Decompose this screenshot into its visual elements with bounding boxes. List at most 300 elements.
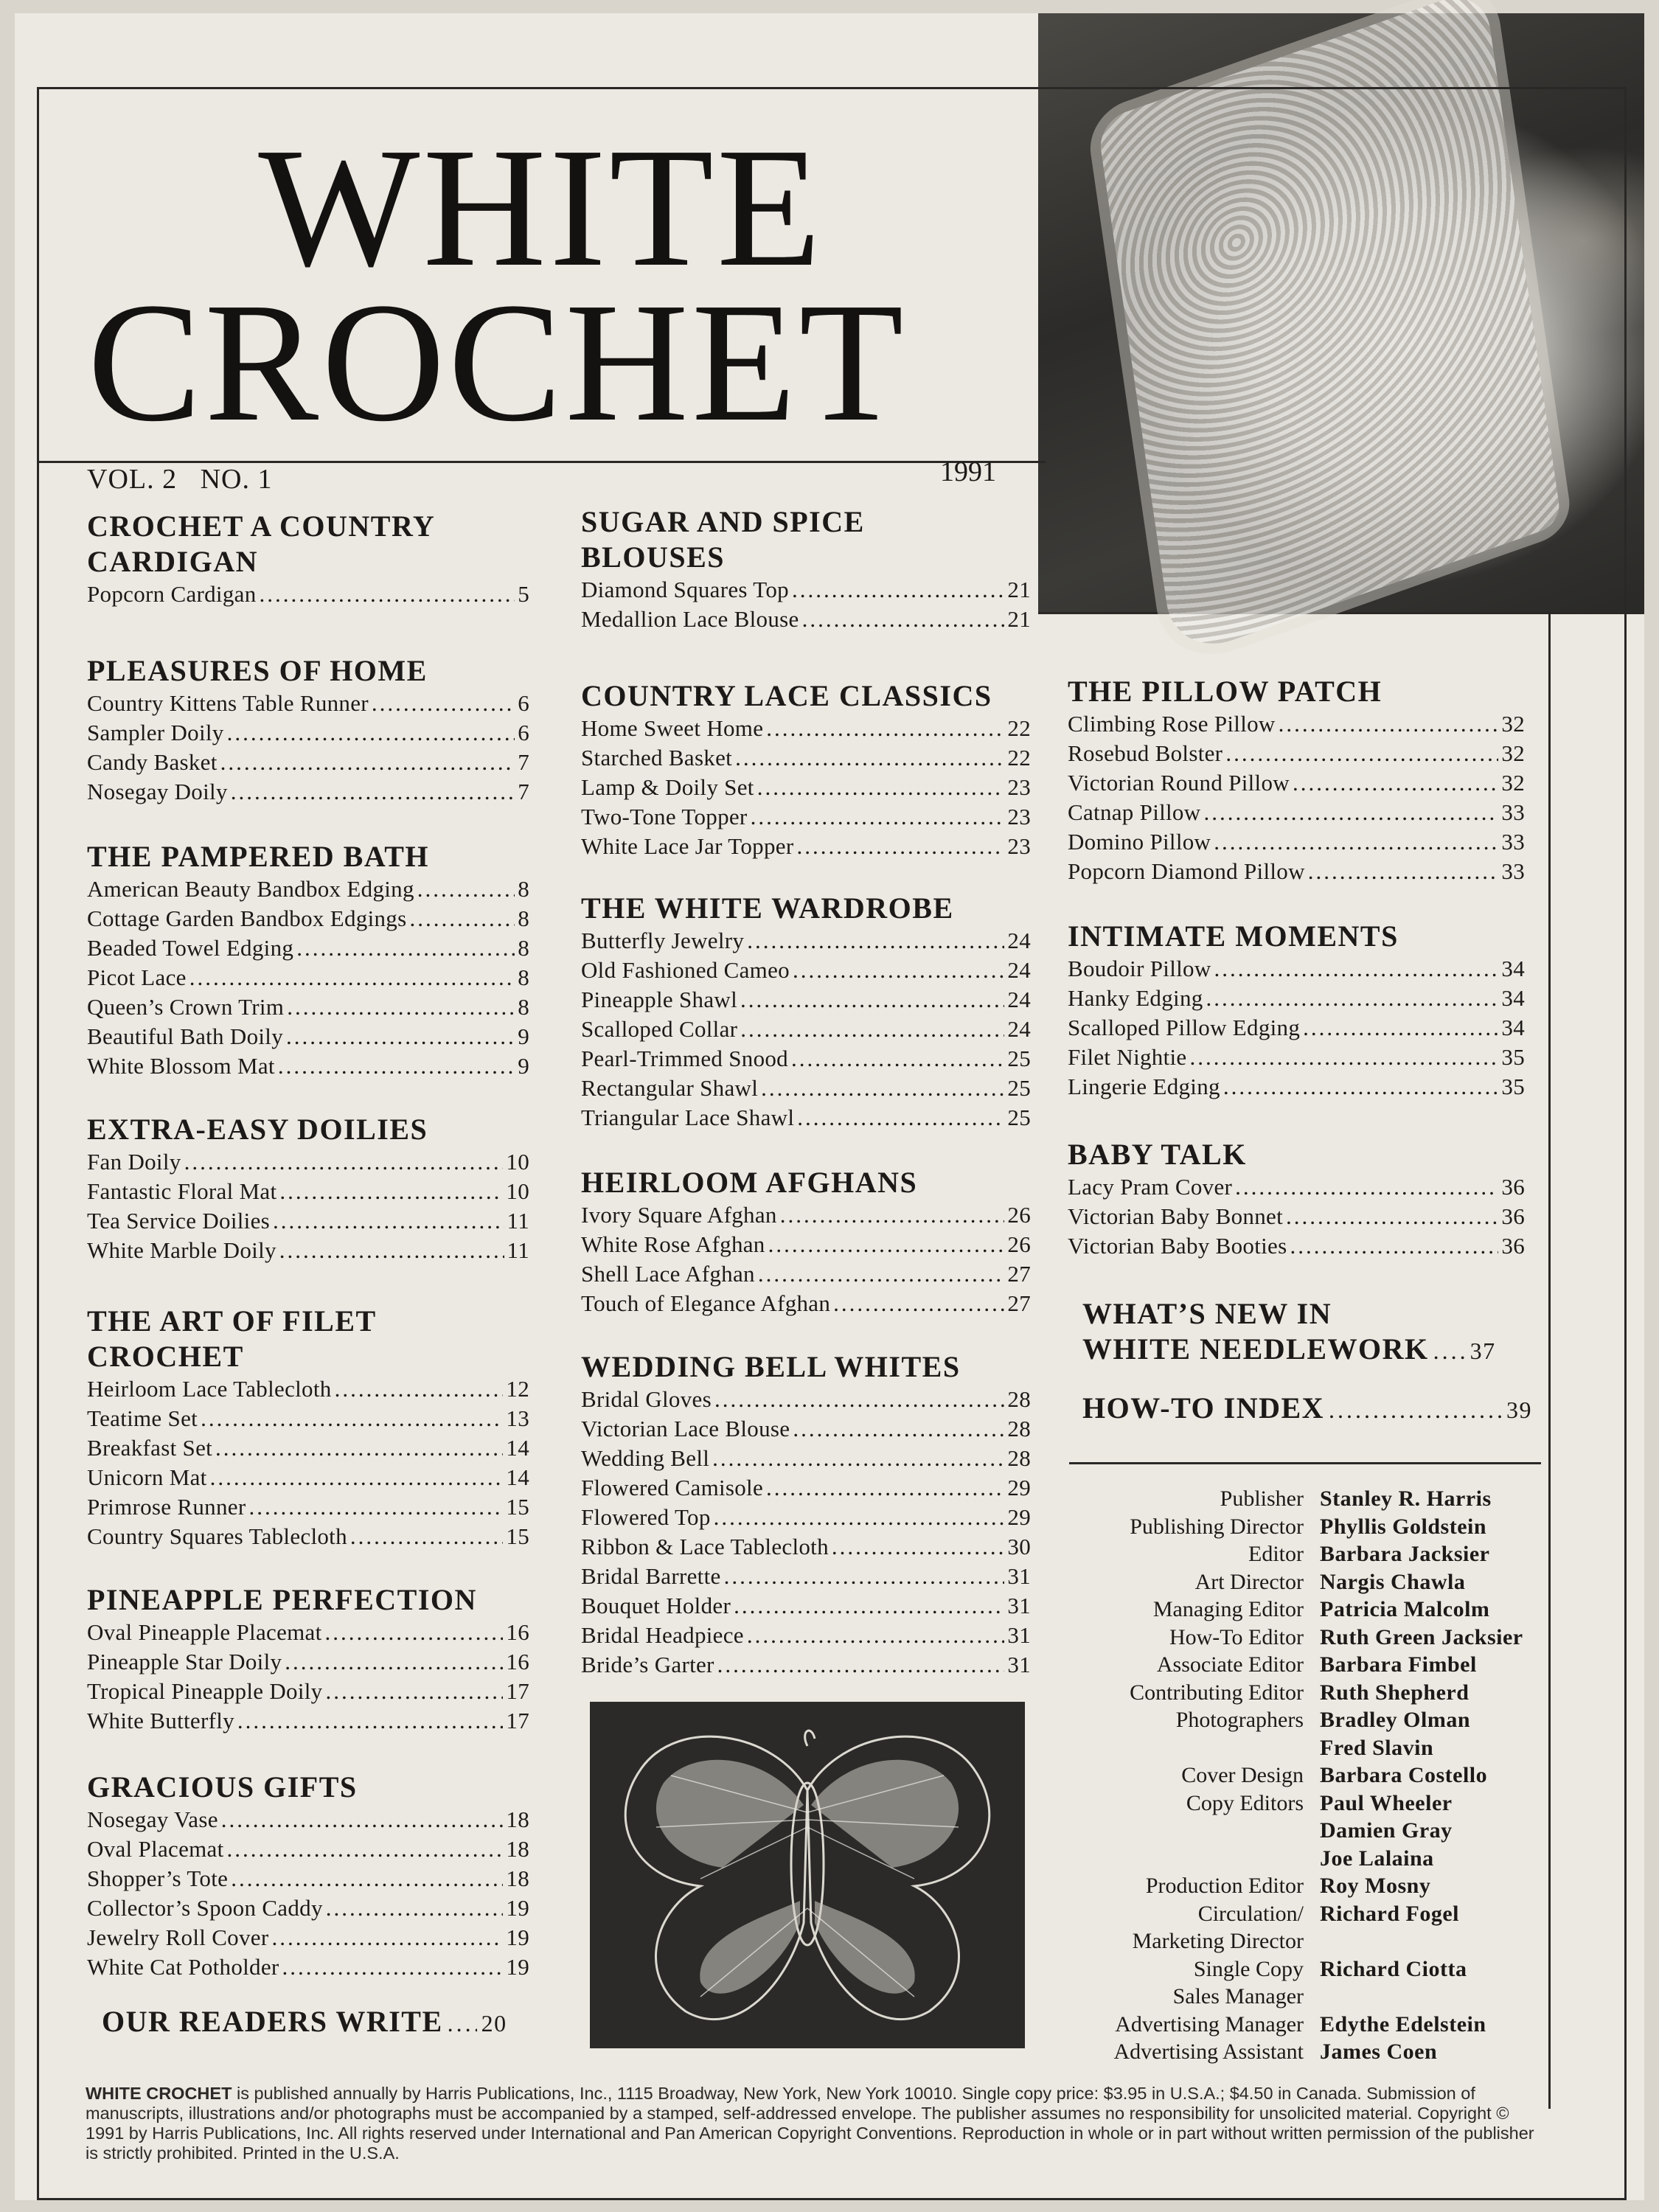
entry-title: White Marble Doily [87,1237,276,1263]
entry-page-number: 24 [1007,957,1031,983]
toc-entry-popcorn-cardigan[interactable] [87,580,529,609]
toc-entry-white-butterfly[interactable] [87,1706,529,1736]
toc-entry-hanky-edging[interactable] [1068,984,1525,1013]
staff-name: Stanley R. Harris [1320,1486,1492,1511]
leader-dots [793,1414,1004,1444]
entry-title: Bridal Headpiece [581,1622,744,1648]
entry-title: Medallion Lace Blouse [581,606,799,632]
section-title: EXTRA-EASY DOILIES [87,1113,428,1146]
entry-title: Heirloom Lace Tablecloth [87,1376,332,1402]
toc-entry-boudoir-pillow[interactable] [1068,954,1525,984]
volume-number: VOL. 2 NO. 1 [87,464,273,495]
toc-entry-nosegay-vase[interactable] [87,1805,529,1834]
entry-title: Bouquet Holder [581,1593,731,1618]
how-to-index-page: 39 [1506,1397,1532,1423]
entry-page-number: 8 [518,876,529,902]
toc-entry-victorian-baby-bonnet[interactable] [1068,1202,1525,1231]
entry-page-number: 14 [506,1435,529,1461]
leader-dots [832,1532,1004,1562]
toc-entry-cottage-garden-bandbox-edgings[interactable] [87,904,529,933]
entry-page-number: 21 [1007,606,1031,632]
entry-title: Tropical Pineapple Doily [87,1678,323,1704]
toc-entry-pineapple-star-doily[interactable] [87,1647,529,1677]
entry-page-number: 19 [506,1954,529,1980]
entry-page-number: 18 [506,1865,529,1891]
entry-title: Nosegay Doily [87,779,228,804]
staff-role: Art Director [1194,1569,1304,1594]
toc-entry-climbing-rose-pillow[interactable] [1068,709,1525,739]
toc-entry-home-sweet-home[interactable] [581,714,1031,743]
toc-entry-collectors-spoon-caddy[interactable] [87,1893,529,1923]
staff-name: Barbara Costello [1320,1763,1488,1787]
entry-page-number: 11 [507,1237,529,1263]
staff-name: Roy Mosny [1320,1874,1431,1898]
how-to-index-label: HOW-TO INDEX [1082,1391,1325,1425]
entry-title: Popcorn Diamond Pillow [1068,858,1305,884]
toc-entry-butterfly-jewelry[interactable] [581,926,1031,956]
leader-dots [409,904,515,933]
toc-entry-catnap-pillow[interactable] [1068,798,1525,827]
entry-title: White Lace Jar Topper [581,833,794,859]
entry-page-number: 26 [1007,1231,1031,1257]
entry-page-number: 33 [1501,829,1525,855]
toc-entry-tropical-pineapple-doily[interactable] [87,1677,529,1706]
entry-page-number: 33 [1501,799,1525,825]
entry-page-number: 7 [518,779,529,804]
title-line-1: WHITE [258,113,824,302]
toc-entry-primrose-runner[interactable] [87,1492,529,1522]
entry-page-number: 10 [506,1149,529,1175]
entry-title: Country Squares Tablecloth [87,1523,347,1549]
entry-title: Touch of Elegance Afghan [581,1290,831,1316]
leader-dots [184,1147,504,1177]
toc-entry-lacy-pram-cover[interactable] [1068,1172,1525,1202]
leader-dots [740,1015,1004,1044]
section-title: BABY TALK [1068,1138,1247,1171]
entry-page-number: 16 [506,1649,529,1674]
toc-entry-popcorn-diamond-pillow[interactable] [1068,857,1525,886]
entry-title: Old Fashioned Cameo [581,957,790,983]
toc-entry-pineapple-shawl[interactable] [581,985,1031,1015]
leader-dots [279,1236,504,1265]
entry-page-number: 28 [1007,1416,1031,1441]
leader-dots [1206,984,1499,1013]
entry-page-number: 36 [1501,1174,1525,1200]
entry-title: White Blossom Mat [87,1053,275,1079]
staff-role: Associate Editor [1156,1652,1304,1677]
leader-dots [1308,857,1499,886]
entry-page-number: 17 [506,1708,529,1733]
staff-row [1069,1845,1541,1873]
entry-page-number: 35 [1501,1044,1525,1070]
entry-page-number: 14 [506,1464,529,1490]
entry-title: Breakfast Set [87,1435,213,1461]
our-readers-write[interactable] [102,2004,559,2041]
section-baby-talk [1068,1137,1525,1261]
how-to-index-section[interactable] [1082,1391,1532,1427]
toc-entry-victorian-round-pillow[interactable] [1068,768,1525,798]
section-title: SUGAR AND SPICE BLOUSES [581,505,865,574]
entry-title: Beautiful Bath Doily [87,1023,284,1049]
entry-page-number: 24 [1007,987,1031,1012]
entry-page-number: 30 [1007,1534,1031,1559]
entry-title: Filet Nightie [1068,1044,1187,1070]
toc-entry-jewelry-roll-cover[interactable] [87,1923,529,1952]
staff-row [1069,1872,1541,1900]
staff-name: Joe Lalaina [1320,1846,1434,1871]
whats-new-line-1: WHAT’S NEW IN [1082,1297,1332,1330]
toc-entry-rectangular-shawl[interactable] [581,1074,1031,1103]
staff-row [1069,2038,1541,2066]
footer-brand: WHITE CROCHET [86,2084,232,2103]
leader-dots [227,718,515,748]
staff-row [1069,1817,1541,1845]
entry-title: Diamond Squares Top [581,577,789,602]
toc-entry-old-fashioned-cameo[interactable] [581,956,1031,985]
section-title: THE WHITE WARDROBE [581,891,954,925]
entry-page-number: 24 [1007,1016,1031,1042]
section-title: CROCHET A COUNTRY CARDIGAN [87,509,434,578]
toc-entry-domino-pillow[interactable] [1068,827,1525,857]
section-sugar-and-spice-blouses [581,504,1031,634]
toc-entry-rosebud-bolster[interactable] [1068,739,1525,768]
staff-row [1069,1568,1541,1596]
staff-row [1069,1706,1541,1734]
leader-dots [417,874,515,904]
staff-row [1069,1485,1541,1513]
entry-title: White Cat Potholder [87,1954,279,1980]
leader-dots [248,1492,503,1522]
section-the-art-of-filet-crochet [87,1304,529,1551]
leader-dots [278,1051,515,1081]
entry-title: Jewelry Roll Cover [87,1924,269,1950]
toc-entry-white-lace-jar-topper[interactable] [581,832,1031,861]
section-title: INTIMATE MOMENTS [1068,919,1399,953]
leader-dots [287,992,515,1022]
section-title: HEIRLOOM AFGHANS [581,1166,918,1199]
toc-entry-candy-basket[interactable] [87,748,529,777]
section-title: THE ART OF FILET CROCHET [87,1304,376,1373]
staff-role: Advertising Assistant [1113,2039,1304,2064]
entry-page-number: 35 [1501,1074,1525,1099]
leader-dots [215,1433,503,1463]
toc-entry-starched-basket[interactable] [581,743,1031,773]
leader-dots [1290,1231,1498,1261]
toc-entry-flowered-top[interactable] [581,1503,1031,1532]
entry-title: Shopper’s Tote [87,1865,229,1891]
entry-title: Lingerie Edging [1068,1074,1220,1099]
entry-page-number: 19 [506,1895,529,1921]
magazine-page [15,13,1644,2200]
staff-role: Production Editor [1145,1874,1304,1898]
leader-dots [751,802,1005,832]
entry-page-number: 32 [1501,711,1525,737]
staff-role: Single Copy [1193,1956,1304,1981]
entry-page-number: 23 [1007,774,1031,800]
toc-entry-bridal-headpiece[interactable] [581,1621,1031,1650]
staff-name: Bradley Olman [1320,1708,1471,1732]
entry-page-number: 21 [1007,577,1031,602]
entry-title: Collector’s Spoon Caddy [87,1895,323,1921]
toc-entry-brides-garter[interactable] [581,1650,1031,1680]
entry-title: Hanky Edging [1068,985,1203,1011]
section-country-lace-classics [581,678,1031,861]
leader-dots [717,1650,1005,1680]
leader-dots [271,1923,503,1952]
staff-role: Circulation/ [1197,1901,1304,1926]
entry-title: Lamp & Doily Set [581,774,754,800]
staff-role: Copy Editors [1186,1790,1304,1815]
entry-page-number: 18 [506,1806,529,1832]
toc-entry-white-rose-afghan[interactable] [581,1230,1031,1259]
entry-title: Cottage Garden Bandbox Edgings [87,905,407,931]
entry-page-number: 12 [506,1376,529,1402]
section-title: PINEAPPLE PERFECTION [87,1583,477,1616]
entry-page-number: 29 [1007,1475,1031,1500]
entry-title: White Butterfly [87,1708,234,1733]
toc-entry-bridal-barrette[interactable] [581,1562,1031,1591]
entry-title: Picot Lace [87,964,187,990]
section-title: THE PILLOW PATCH [1068,675,1382,708]
toc-entry-diamond-squares-top[interactable] [581,575,1031,605]
staff-row [1069,1513,1541,1541]
entry-page-number: 33 [1501,858,1525,884]
entry-title: Queen’s Crown Trim [87,994,285,1020]
toc-entry-medallion-lace-blouse[interactable] [581,605,1031,634]
issue-year: 1991 [940,456,996,487]
leader-dots [1223,1072,1499,1102]
leader-dots [796,832,1004,861]
entry-page-number: 22 [1007,715,1031,741]
entry-page-number: 5 [518,581,529,607]
toc-entry-country-kittens-table-runner[interactable] [87,689,529,718]
leader-dots [761,1074,1004,1103]
leader-dots [273,1206,504,1236]
leader-dots [747,1621,1005,1650]
toc-entry-fan-doily[interactable] [87,1147,529,1177]
toc-entry-wedding-bell[interactable] [581,1444,1031,1473]
toc-entry-pearl-trimmed-snood[interactable] [581,1044,1031,1074]
entry-title: Bridal Barrette [581,1563,721,1589]
entry-page-number: 19 [506,1924,529,1950]
toc-entry-white-marble-doily[interactable] [87,1236,529,1265]
toc-entry-queens-crown-trim[interactable] [87,992,529,1022]
leader-dots [231,777,515,807]
entry-page-number: 15 [506,1494,529,1520]
toc-entry-unicorn-mat[interactable] [87,1463,529,1492]
entry-page-number: 31 [1007,1622,1031,1648]
staff-row [1069,1540,1541,1568]
entry-page-number: 23 [1007,804,1031,830]
toc-entry-scalloped-collar[interactable] [581,1015,1031,1044]
entry-page-number: 34 [1501,985,1525,1011]
toc-entry-ivory-square-afghan[interactable] [581,1200,1031,1230]
entry-title: Lacy Pram Cover [1068,1174,1233,1200]
section-gracious-gifts [87,1770,529,1982]
staff-role [1069,1817,1320,1845]
toc-entry-country-squares-tablecloth[interactable] [87,1522,529,1551]
section-intimate-moments [1068,919,1525,1102]
entry-title: Catnap Pillow [1068,799,1201,825]
toc-entry-ribbon-and-lace-tablecloth[interactable] [581,1532,1031,1562]
entry-title: Boudoir Pillow [1068,956,1211,981]
entry-title: Scalloped Pillow Edging [1068,1015,1301,1040]
entry-title: Rosebud Bolster [1068,740,1223,766]
entry-title: Two-Tone Topper [581,804,748,830]
title-line-2: CROCHET [87,268,907,457]
leader-dots [1214,954,1499,984]
leader-dots [735,743,1004,773]
entry-page-number: 36 [1501,1203,1525,1229]
entry-title: Ivory Square Afghan [581,1202,777,1228]
toc-entry-scalloped-pillow-edging[interactable] [1068,1013,1525,1043]
toc-entry-triangular-lace-shawl[interactable] [581,1103,1031,1133]
toc-entry-heirloom-lace-tablecloth[interactable] [87,1374,529,1404]
entry-page-number: 25 [1007,1046,1031,1071]
leader-dots [768,1230,1005,1259]
leader-dots [766,1473,1004,1503]
entry-title: Wedding Bell [581,1445,710,1471]
leader-dots [1214,827,1498,857]
leader-dots [792,575,1004,605]
entry-page-number: 32 [1501,770,1525,796]
entry-title: Flowered Top [581,1504,711,1530]
entry-page-number: 8 [518,964,529,990]
publication-notice [86,2084,1545,2163]
entry-title: Unicorn Mat [87,1464,207,1490]
entry-page-number: 16 [506,1619,529,1645]
entry-page-number: 8 [518,905,529,931]
entry-page-number: 32 [1501,740,1525,766]
toc-entry-white-cat-potholder[interactable] [87,1952,529,1982]
staff-role: How-To Editor [1169,1624,1304,1649]
toc-entry-oval-placemat[interactable] [87,1834,529,1864]
toc-entry-shell-lace-afghan[interactable] [581,1259,1031,1289]
entry-title: Bride’s Garter [581,1652,714,1677]
leader-dots [712,1444,1004,1473]
staff-name: Richard Ciotta [1320,1956,1467,1981]
entry-title: Pineapple Shawl [581,987,737,1012]
toc-entry-filet-nightie[interactable] [1068,1043,1525,1072]
staff-role: Editor [1248,1542,1304,1566]
entry-title: Pineapple Star Doily [87,1649,282,1674]
leader-dots [282,1952,504,1982]
leader-dots [780,1200,1005,1230]
toc-entry-flowered-camisole[interactable] [581,1473,1031,1503]
staff-role: Sales Manager [1172,1984,1304,2008]
staff-row [1069,1790,1541,1818]
toc-entry-oval-pineapple-placemat[interactable] [87,1618,529,1647]
leader-dots [1286,1202,1498,1231]
staff-name: Damien Gray [1320,1818,1453,1843]
entry-title: Victorian Round Pillow [1068,770,1290,796]
leader-dots [757,773,1005,802]
whats-new-section[interactable] [1082,1296,1525,1368]
toc-entry-tea-service-doilies[interactable] [87,1206,529,1236]
leader-dots [714,1385,1004,1414]
entry-title: Flowered Camisole [581,1475,764,1500]
toc-entry-american-beauty-bandbox-edging[interactable] [87,874,529,904]
entry-page-number: 22 [1007,745,1031,771]
leader-dots [201,1404,503,1433]
entry-page-number: 26 [1007,1202,1031,1228]
toc-entry-beaded-towel-edging[interactable] [87,933,529,963]
toc-entry-breakfast-set[interactable] [87,1433,529,1463]
toc-entry-fantastic-floral-mat[interactable] [87,1177,529,1206]
entry-title: Victorian Baby Booties [1068,1233,1287,1259]
entry-title: Candy Basket [87,749,218,775]
leader-dots [1189,1043,1498,1072]
entry-page-number: 11 [507,1208,529,1234]
toc-entry-victorian-lace-blouse[interactable] [581,1414,1031,1444]
section-title: PLEASURES OF HOME [87,654,428,687]
toc-entry-two-tone-topper[interactable] [581,802,1031,832]
staff-role: Publisher [1220,1486,1304,1511]
toc-entry-bouquet-holder[interactable] [581,1591,1031,1621]
entry-page-number: 8 [518,994,529,1020]
leader-dots [231,1864,503,1893]
leader-dots [1293,768,1498,798]
toc-entry-lamp-and-doily-set[interactable] [581,773,1031,802]
staff-row [1069,1761,1541,1790]
toc-entry-touch-of-elegance-afghan[interactable] [581,1289,1031,1318]
leader-dots [833,1289,1004,1318]
toc-entry-beautiful-bath-doily[interactable] [87,1022,529,1051]
section-crochet-a-country-cardigan [87,509,529,609]
staff-role: Photographers [1175,1708,1304,1732]
staff-role: Cover Design [1181,1763,1304,1787]
entry-page-number: 27 [1007,1290,1031,1316]
staff-role: Advertising Manager [1115,2011,1304,2037]
toc-entry-bridal-gloves[interactable] [581,1385,1031,1414]
entry-title: Triangular Lace Shawl [581,1105,795,1130]
whats-new-page: 37 [1470,1338,1496,1364]
toc-entry-teatime-set[interactable] [87,1404,529,1433]
toc-entry-lingerie-edging[interactable] [1068,1072,1525,1102]
entry-page-number: 18 [506,1836,529,1862]
entry-page-number: 6 [518,720,529,745]
staff-row [1069,1734,1541,1762]
section-title: GRACIOUS GIFTS [87,1770,358,1804]
entry-page-number: 6 [518,690,529,716]
entry-page-number: 27 [1007,1261,1031,1287]
entry-page-number: 25 [1007,1075,1031,1101]
entry-title: Ribbon & Lace Tablecloth [581,1534,829,1559]
toc-entry-nosegay-doily[interactable] [87,777,529,807]
leader-dots [260,580,515,609]
toc-entry-sampler-doily[interactable] [87,718,529,748]
toc-entry-picot-lace[interactable] [87,963,529,992]
section-the-pillow-patch [1068,674,1525,886]
leader-dots [325,1618,504,1647]
leader-dots [296,933,515,963]
toc-entry-shoppers-tote[interactable] [87,1864,529,1893]
staff-role: Managing Editor [1152,1597,1304,1621]
entry-title: Victorian Baby Bonnet [1068,1203,1283,1229]
entry-page-number: 7 [518,749,529,775]
toc-entry-white-blossom-mat[interactable] [87,1051,529,1081]
leader-dots [220,748,515,777]
leader-dots [237,1706,503,1736]
leader-dots [793,956,1004,985]
leader-dots [286,1022,515,1051]
leader-dots [802,605,1005,634]
toc-entry-victorian-baby-booties[interactable] [1068,1231,1525,1261]
entry-title: Pearl-Trimmed Snood [581,1046,788,1071]
staff-role: Marketing Director [1132,1929,1304,1953]
entry-title: Victorian Lace Blouse [581,1416,790,1441]
entry-title: Primrose Runner [87,1494,246,1520]
